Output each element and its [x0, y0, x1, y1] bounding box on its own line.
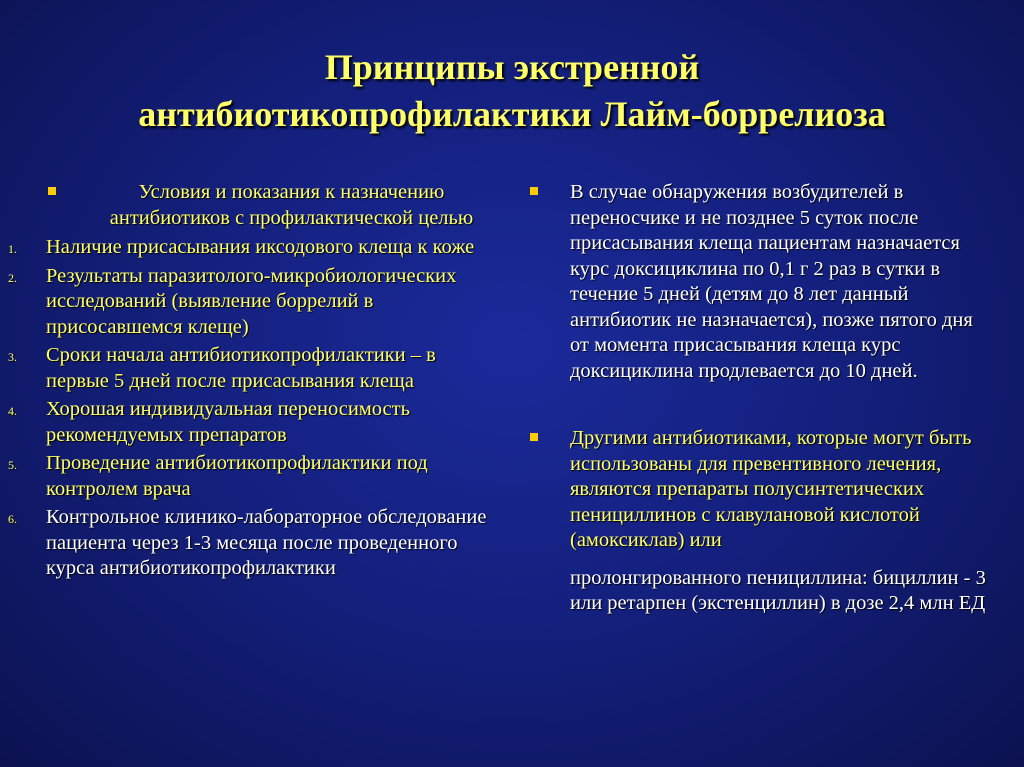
square-bullet-icon [530, 433, 538, 441]
title-line-1: Принципы экстренной [324, 47, 700, 87]
right-column [530, 180, 990, 617]
slide-title [20, 44, 1004, 138]
square-bullet-icon [530, 187, 538, 195]
numbered-list [8, 235, 500, 582]
left-column [8, 180, 500, 585]
title-line-2: антибиотикопрофилактики Лайм-боррелиоза [138, 94, 886, 134]
list-item [8, 451, 500, 502]
list-item [8, 343, 500, 394]
list-number: 2. [8, 270, 17, 285]
list-number: 1. [8, 242, 17, 256]
list-item-text: Контрольное клинико-лабораторное обследование пациента через 1-3 месяца после проведенного курса антибиотикопрофилактики [46, 506, 487, 579]
list-item [8, 264, 500, 341]
right-bullet-1-text: В случае обнаружения возбудителей в переносчике и не позднее 5 суток после присасывания клеща пациентам назначается курс доксициклина по 0,1 г 2 раз в сутки в течение 5 дней (детям до 8 лет данный антибиотик не назначается), позже пятого дня от момента присасывания клеща курс доксициклина продлевается до 10 дней. [570, 181, 973, 382]
list-number: 3. [8, 350, 17, 364]
list-item-text: Сроки начала антибиотикопрофилактики – в первые 5 дней после присасывания клеща [46, 344, 436, 392]
list-number: 6. [8, 512, 17, 526]
list-item [8, 505, 500, 582]
right-bullet-1 [530, 180, 990, 384]
list-number: 4. [8, 404, 17, 418]
left-bullet [8, 180, 500, 231]
right-bullet-2 [530, 426, 990, 554]
square-bullet-icon [48, 187, 56, 195]
list-item-text: Наличие присасывания иксодового клеща к коже [46, 236, 475, 258]
list-item-text: Хорошая индивидуальная переносимость рекомендуемых препаратов [46, 398, 410, 446]
left-bullet-text: Условия и показания к назначению антибиотиков с профилактической целью [109, 181, 474, 229]
list-item [8, 235, 500, 261]
list-item-text: Проведение антибиотикопрофилактики под контролем врача [46, 452, 428, 500]
right-bullet-2-continuation: пролонгированного пенициллина: бициллин - 3 или ретарпен (экстенциллин) в дозе 2,4 млн ЕД [570, 566, 986, 614]
right-bullet-2-text: Другими антибиотиками, которые могут быть использованы для превентивного лечения, являются препараты полусинтетических пенициллинов с клавулановой кислотой (амоксиклав) или [570, 427, 972, 551]
list-item [8, 397, 500, 448]
list-number: 5. [8, 458, 17, 472]
list-item-text: Результаты паразитолого-микробиологических исследований (выявление боррелий в присосавшемся клеще) [46, 264, 457, 338]
